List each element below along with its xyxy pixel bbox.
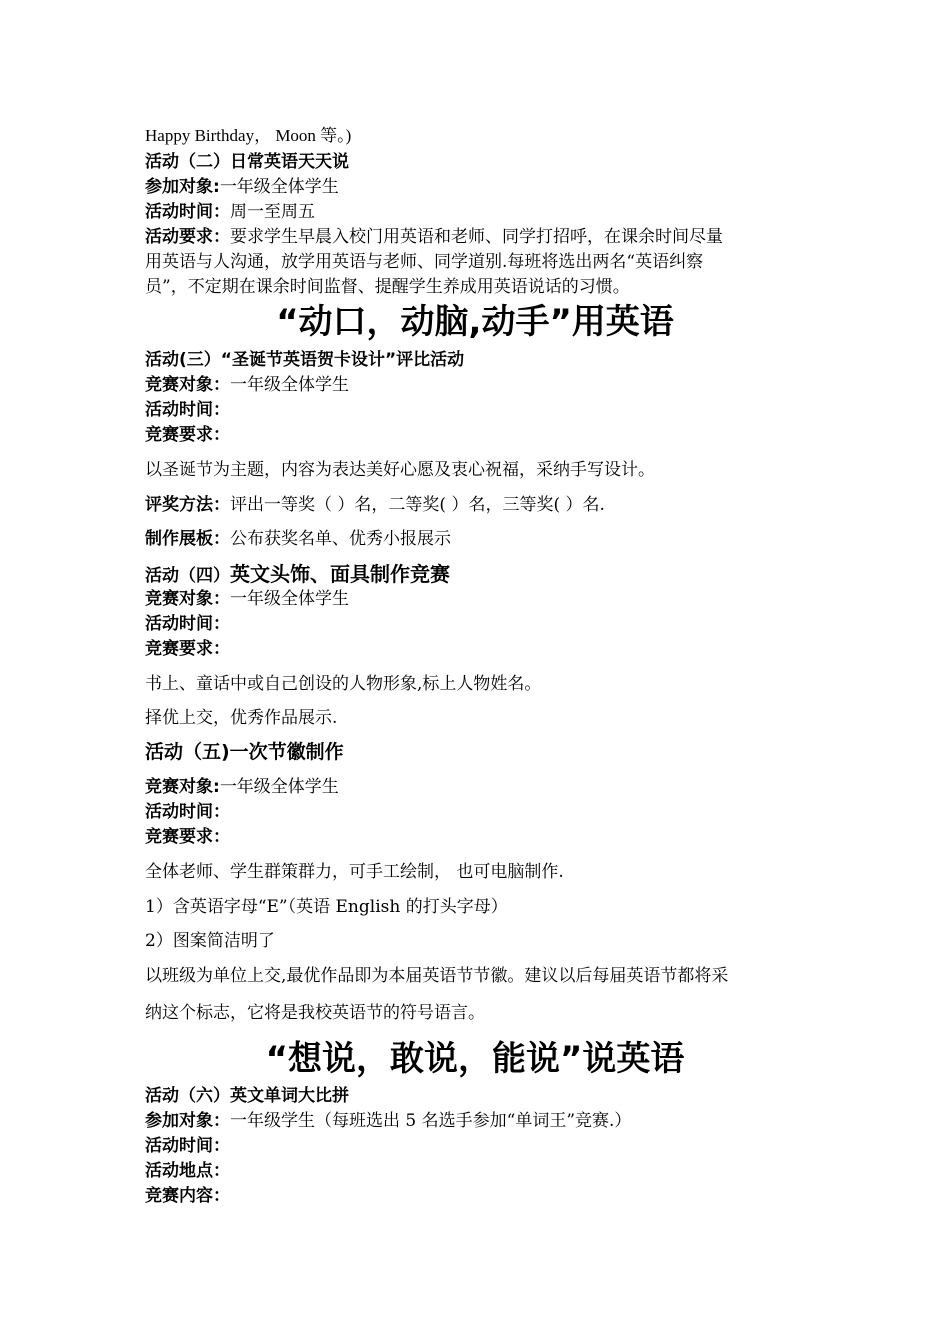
field-label: 活动时间：: [145, 802, 230, 822]
field-label: 评奖方法：: [145, 495, 230, 515]
section-heading-activity-2: [145, 150, 349, 174]
text-line: 员”，不定期在课余时间监督、提醒学生养成用英语说话的习惯。: [145, 277, 630, 297]
text-line: 以班级为单位上交,最优作品即为本届英语节节徽。建议以后每届英语节都将采: [145, 966, 729, 986]
field-label: 竞赛对象：: [145, 375, 230, 395]
field-participants: [145, 775, 339, 799]
field-label: 竞赛对象：: [145, 589, 230, 609]
field-time: [145, 398, 230, 422]
field-label: 活动时间：: [145, 1136, 230, 1156]
field-value: 一年级全体学生: [230, 375, 349, 395]
field-value: 周一至周五: [230, 202, 315, 222]
heading-text-large: 英文头饰、面具制作竞赛: [230, 562, 450, 586]
field-value: 一年级全体学生: [230, 589, 349, 609]
field-label: 参加对象：: [145, 1111, 230, 1131]
field-label: 竞赛对象:: [145, 777, 220, 797]
heading-text: 活动(三）“圣诞节英语贺卡设计”评比活动: [145, 350, 465, 370]
field-time: [145, 200, 315, 224]
field-label: 活动时间：: [145, 202, 230, 222]
heading-text: 活动（四）: [145, 566, 230, 586]
text-line: 书上、童话中或自己创设的人物形象,标上人物姓名。: [145, 674, 542, 694]
field-value: 要求学生早晨入校门用英语和老师、同学打招呼，在课余时间尽量: [230, 227, 723, 247]
field-participants: [145, 175, 339, 199]
field-label: 竞赛要求：: [145, 425, 230, 445]
field-participants: [145, 587, 349, 611]
field-time: [145, 1134, 230, 1158]
heading-text: 活动（二）日常英语天天说: [145, 152, 349, 172]
field-label: 活动时间：: [145, 400, 230, 420]
field-content: [145, 1184, 230, 1208]
text-line: 纳这个标志，它将是我校英语节的符号语言。: [145, 1003, 485, 1023]
section-heading-activity-4: [145, 562, 450, 588]
text-line: Happy Birthday， Moon 等。): [145, 126, 352, 145]
field-display-board: [145, 527, 451, 551]
text-line: 用英语与人沟通，放学用英语与老师、同学道别.每班将选出两名“英语纠察: [145, 252, 704, 272]
field-requirements: [145, 225, 723, 249]
list-item: 2）图案简洁明了: [145, 931, 275, 951]
section-heading-activity-3: [145, 348, 464, 372]
field-value: 一年级学生（每班选出 5 名选手参加“单词王”竞赛.）: [230, 1111, 632, 1131]
field-value: 评出一等奖（ ）名，二等奖( ）名，三等奖( ）名.: [230, 495, 605, 515]
text-line: 择优上交，优秀作品展示.: [145, 708, 338, 728]
field-label: 竞赛要求：: [145, 827, 230, 847]
field-label: 活动时间：: [145, 614, 230, 634]
field-requirements: [145, 637, 230, 661]
field-participants: [145, 373, 349, 397]
major-heading-2: “想说，敢说，能说”说英语: [265, 1039, 685, 1079]
major-heading-1: “动口，动脑,动手”用英语: [276, 302, 674, 342]
heading-text: 活动（五)一次节徽制作: [145, 741, 344, 763]
list-item: 1）含英语字母“E”（英语 English 的打头字母）: [145, 897, 508, 917]
field-value: 一年级全体学生: [219, 777, 339, 797]
heading-text: 活动（六）英文单词大比拼: [145, 1086, 349, 1106]
field-award-method: [145, 493, 605, 517]
field-time: [145, 612, 230, 636]
field-label: 参加对象:: [145, 177, 220, 197]
field-value: 公布获奖名单、优秀小报展示: [230, 529, 451, 549]
field-participants: [145, 1109, 631, 1133]
field-value: 一年级全体学生: [219, 177, 339, 197]
section-heading-activity-5: [145, 740, 344, 765]
text-line: 全体老师、学生群策群力，可手工绘制， 也可电脑制作.: [145, 862, 564, 882]
section-heading-activity-6: [145, 1084, 349, 1108]
field-location: [145, 1159, 230, 1183]
field-label: 竞赛内容：: [145, 1186, 230, 1206]
field-label: 活动要求：: [145, 227, 230, 247]
field-requirements: [145, 825, 230, 849]
field-label: 制作展板：: [145, 529, 230, 549]
field-requirements: [145, 423, 230, 447]
text-line: 以圣诞节为主题，内容为表达美好心愿及衷心祝福，采纳手写设计。: [145, 460, 655, 480]
field-time: [145, 800, 230, 824]
field-label: 竞赛要求：: [145, 639, 230, 659]
field-label: 活动地点：: [145, 1161, 230, 1181]
